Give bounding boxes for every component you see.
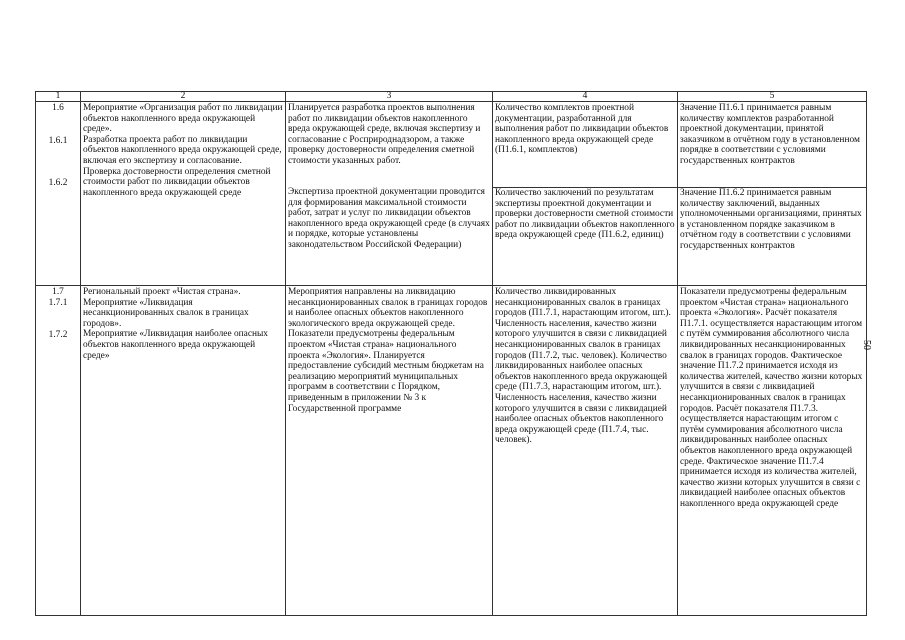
indicator-cell	[493, 102, 678, 286]
description-text: Экспертиза проектной документации проводится для формирования максимальной стоимости работ, затрат и услуг по ликвидации объектов накопленного вреда окружающей среде (в случаях и порядке, которые установлены законодательством Российской Федерации)	[288, 187, 490, 250]
description-text: Планируется разработка проектов выполнения работ по ликвидации объектов накопленного вреда окружающей среде, включая экспертизу и согласование с Росприроднадзором, а также проверку достоверности определения сметной стоимости указанных работ.	[288, 103, 481, 166]
program-table	[35, 91, 867, 616]
measure-text: Мероприятие «Организация работ по ликвидации объектов накопленного вреда окружающей среде».	[83, 103, 283, 135]
measure-text: Мероприятие «Ликвидация несанкционированных свалок в границах городов».	[83, 297, 249, 329]
item-number: 1.7.2	[48, 330, 68, 341]
indicator-cell	[493, 286, 678, 616]
header-col-3: 3	[286, 92, 493, 102]
measure-text: Региональный проект «Чистая страна».	[83, 287, 241, 297]
page-number: 50	[861, 340, 872, 350]
indicator-text: Количество комплектов проектной документации, разработанной для выполнения работ по ликвидации объектов накопленного вреда окружающей среде (П1.6.1, комплектов)	[495, 103, 669, 156]
description-cell	[286, 286, 493, 616]
row-numbers-cell	[36, 286, 81, 616]
header-col-4: 4	[493, 92, 678, 102]
item-number: 1.6	[52, 103, 64, 113]
item-number: 1.7.1	[48, 297, 68, 308]
item-number: 1.6.1	[48, 135, 68, 146]
header-col-5: 5	[678, 92, 867, 102]
item-number: 1.7	[52, 287, 64, 297]
measure-text: Разработка проекта работ по ликвидации объектов накопленного вреда окружающей среде, включая его экспертизу и согласование.	[83, 134, 282, 166]
table-row	[36, 102, 867, 286]
calculation-text: Значение П1.6.1 принимается равным количеству комплектов разработанной проектной документации, принятой заказчиком в отчётном году в установленном порядке в соответствии с условиями государственных контрактов	[680, 103, 860, 166]
calculation-text: Показатели предусмотрены федеральным проектом «Чистая страна» национального проекта «Экология». Расчёт показателя П1.7.1. осуществляется нарастающим итогом с путём суммирования абсолютного числа ликвидированных несанкционированных свалок в границах городов. Фактическое значение П1.7.2 принимается исходя из количества жителей, качество жизни которых улучшится в связи с ликвидацией несанкционированных свалок в границах городов. Расчёт показателя П1.7.3. осуществляется нарастающим итогом с путём суммирования абсолютного числа ликвидированных наиболее опасных объектов накопленного вреда окружающей среде. Фактическое значение П1.7.4 принимается исходя из количества жителей, качество жизни которых улучшится в связи с ликвидацией наиболее опасных объектов накопленного вреда окружающей среде	[680, 287, 863, 509]
indicator-text: Количество заключений по результатам экспертизы проектной документации и проверки достоверности сметной стоимости работ по ликвидации объектов накопленного вреда окружающей среде (П1.6.2, единиц)	[493, 187, 677, 241]
header-col-1: 1	[36, 92, 81, 102]
measure-text: Мероприятие «Ликвидация наиболее опасных объектов накопленного вреда окружающей среде»	[83, 329, 268, 361]
measure-cell	[81, 286, 286, 616]
description-cell	[286, 102, 493, 286]
calculation-cell	[678, 286, 867, 616]
header-col-2: 2	[81, 92, 286, 102]
calculation-text: Значение П1.6.2 принимается равным количеству заключений, выданных уполномоченными организациями, принятых в установленном порядке заказчиком в отчётном году в соответствии с условиями государственных контрактов	[678, 187, 866, 252]
item-number: 1.6.2	[48, 178, 68, 189]
header-row	[36, 92, 867, 102]
measure-text: Проверка достоверности определения сметной стоимости работ по ликвидации объектов накопленного вреда окружающей среде	[83, 166, 271, 198]
table-row	[36, 286, 867, 616]
calculation-cell	[678, 102, 867, 286]
description-text: Мероприятия направлены на ликвидацию несанкционированных свалок в границах городов и наиболее опасных объектов накопленного экологического вреда окружающей среде. Показатели предусмотрены федеральным проектом «Чистая страна» национального проекта «Экология». Планируется предоставление субсидий местным бюджетам на реализацию мероприятий муниципальных программ в соответствии с Порядком, приведенным в приложении № 3 к Государственной программе	[288, 287, 488, 414]
row-numbers-cell	[36, 102, 81, 286]
measure-cell	[81, 102, 286, 286]
indicator-text: Количество ликвидированных несанкционированных свалок в границах городов (П1.7.1, нарастающим итогом, шт.). Численность населения, качество жизни которого улучшится в связи с ликвидацией несанкционированных свалок в границах городов (П1.7.2, тыс. человек). Количество ликвидированных наиболее опасных объектов накопленного вреда окружающей среде (П1.7.3, нарастающим итогом, шт.). Численность населения, качество жизни которого улучшится в связи с ликвидацией наиболее опасных объектов накопленного вреда окружающей среде (П1.7.4, тыс. человек).	[495, 287, 671, 446]
